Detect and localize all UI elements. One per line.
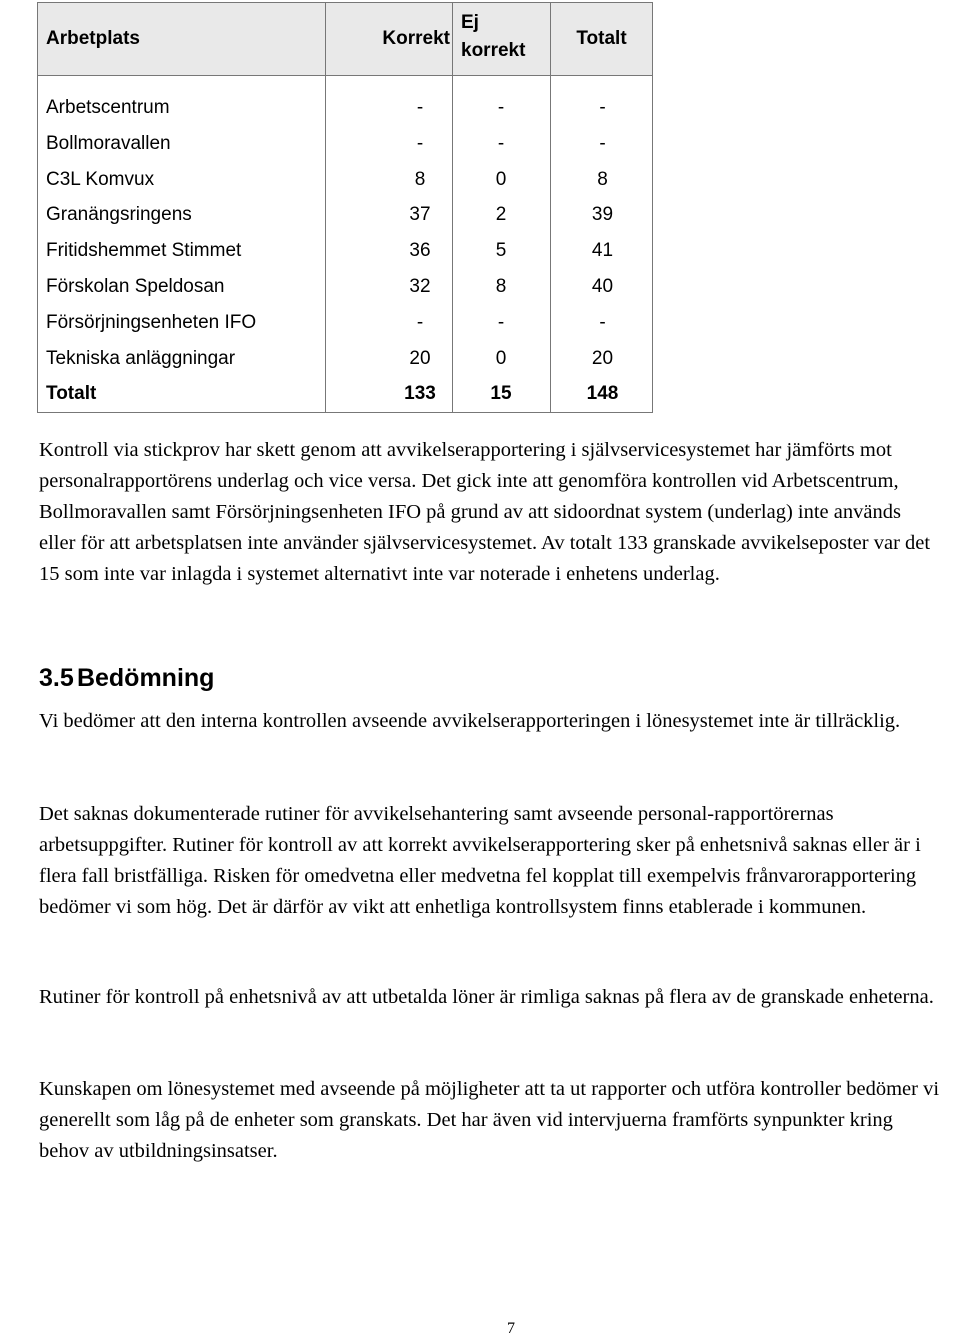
cell-korrekt bbox=[326, 90, 453, 126]
table-row bbox=[38, 233, 653, 269]
section-title: Bedömning bbox=[76, 664, 215, 692]
cell-totalt: 41 bbox=[551, 233, 653, 269]
cell-korrekt bbox=[326, 197, 453, 233]
cell-ej-korrekt-value: - bbox=[497, 311, 505, 333]
section-number: 3.5 bbox=[39, 664, 74, 692]
cell-korrekt-value: 133 bbox=[404, 383, 436, 405]
cell-arbetplats: Fritidshemmet Stimmet bbox=[38, 233, 326, 269]
header-ej-line2: korrekt bbox=[461, 40, 526, 61]
header-korrekt: Korrekt bbox=[326, 3, 453, 76]
table-row bbox=[38, 90, 653, 126]
cell-korrekt bbox=[326, 126, 453, 162]
cell-arbetplats: Arbetscentrum bbox=[38, 90, 326, 126]
cell-korrekt bbox=[326, 376, 453, 412]
cell-korrekt-value: 20 bbox=[409, 347, 431, 369]
cell-ej-korrekt bbox=[453, 162, 551, 198]
cell-ej-korrekt-value: 2 bbox=[495, 204, 507, 226]
cell-korrekt bbox=[326, 162, 453, 198]
cell-totalt: 20 bbox=[551, 341, 653, 377]
cell-ej-korrekt-value: - bbox=[497, 97, 505, 118]
table-spacer-row bbox=[38, 76, 653, 91]
section-heading bbox=[39, 660, 214, 696]
cell-arbetplats: Totalt bbox=[38, 376, 326, 412]
cell-korrekt bbox=[326, 341, 453, 377]
cell-totalt: 148 bbox=[551, 376, 653, 412]
paragraph-bedomning: Vi bedömer att den interna kontrollen avseende avvikelserapporteringen i lönesystemet inte är tillräcklig. bbox=[39, 710, 901, 732]
cell-ej-korrekt-value: 8 bbox=[495, 275, 507, 297]
cell-ej-korrekt bbox=[453, 269, 551, 305]
header-arbetplats: Arbetplats bbox=[38, 3, 326, 76]
cell-arbetplats: C3L Komvux bbox=[38, 162, 326, 198]
table-row bbox=[38, 341, 653, 377]
cell-ej-korrekt bbox=[453, 126, 551, 162]
paragraph-kunskap: Kunskapen om lönesystemet med avseende på möjligheter att ta ut rapporter och utföra kontroller bedömer vi generellt som låg på de enheter som granskats. Det har även vid intervjuerna framförts synpunkter kring behov av utbildningsinsatser. bbox=[39, 1078, 940, 1162]
table-row bbox=[38, 126, 653, 162]
table-total-row bbox=[38, 376, 653, 412]
results-table bbox=[37, 2, 653, 413]
cell-arbetplats: Bollmoravallen bbox=[38, 126, 326, 162]
cell-ej-korrekt bbox=[453, 197, 551, 233]
cell-korrekt-value: 32 bbox=[409, 275, 431, 297]
header-ej-line1: Ej bbox=[461, 12, 479, 33]
cell-ej-korrekt bbox=[453, 341, 551, 377]
header-totalt: Totalt bbox=[551, 3, 653, 76]
cell-arbetplats: Granängsringens bbox=[38, 197, 326, 233]
cell-ej-korrekt-value: 5 bbox=[495, 240, 507, 262]
table-row bbox=[38, 305, 653, 341]
cell-korrekt-value: - bbox=[416, 97, 424, 118]
cell-arbetplats: Förskolan Speldosan bbox=[38, 269, 326, 305]
cell-korrekt-value: - bbox=[416, 132, 424, 154]
cell-totalt: 8 bbox=[551, 162, 653, 198]
cell-ej-korrekt bbox=[453, 233, 551, 269]
cell-ej-korrekt bbox=[453, 376, 551, 412]
cell-korrekt-value: - bbox=[416, 311, 424, 333]
cell-ej-korrekt bbox=[453, 90, 551, 126]
cell-korrekt-value: 8 bbox=[414, 168, 426, 190]
cell-korrekt bbox=[326, 305, 453, 341]
paragraph-rutiner-loner: Rutiner för kontroll på enhetsnivå av att utbetalda löner är rimliga saknas på flera av de granskade enheterna. bbox=[39, 986, 934, 1008]
cell-korrekt bbox=[326, 233, 453, 269]
table-row bbox=[38, 162, 653, 198]
cell-arbetplats: Tekniska anläggningar bbox=[38, 341, 326, 377]
cell-ej-korrekt-value: 0 bbox=[495, 168, 507, 190]
table-header-row bbox=[38, 3, 653, 76]
cell-totalt: - bbox=[551, 90, 653, 126]
cell-ej-korrekt bbox=[453, 305, 551, 341]
cell-totalt: 40 bbox=[551, 269, 653, 305]
cell-totalt: 39 bbox=[551, 197, 653, 233]
cell-totalt: - bbox=[551, 305, 653, 341]
cell-korrekt-value: 37 bbox=[409, 204, 431, 226]
cell-ej-korrekt-value: - bbox=[497, 132, 505, 154]
cell-ej-korrekt-value: 15 bbox=[490, 383, 512, 405]
header-ej-korrekt bbox=[453, 3, 551, 76]
paragraph-kontroll: Kontroll via stickprov har skett genom att avvikelserapportering i självservicesystemet har jämförts mot personalrapportörens underlag och vice versa. Det gick inte att genomföra kontrollen vid Arbetscentrum, Bollmoravallen samt Försörjningsenheten IFO på grund av att sidoordnat system (underlag) inte används eller för att arbetsplatsen inte använder självservicesystemet. Av totalt 133 granskade avvikelseposter var det 15 som inte var inlagda i systemet alternativt inte var noterade i enhetens underlag. bbox=[39, 439, 931, 585]
cell-korrekt-value: 36 bbox=[409, 240, 431, 262]
page-number: 7 bbox=[507, 1320, 515, 1337]
table-row bbox=[38, 269, 653, 305]
cell-ej-korrekt-value: 0 bbox=[495, 347, 507, 369]
table-row bbox=[38, 197, 653, 233]
cell-totalt: - bbox=[551, 126, 653, 162]
cell-korrekt bbox=[326, 269, 453, 305]
paragraph-rutiner-avvikelse: Det saknas dokumenterade rutiner för avvikelsehantering samt avseende personal-rapportörernas arbetsuppgifter. Rutiner för kontroll av att korrekt avvikelserapportering sker på enhetsnivå saknas eller är i flera fall bristfälliga. Risken för omedvetna eller medvetna fel kopplat till exempelvis frånvarorapportering bedömer vi som hög. Det är därför av vikt att enhetliga kontrollsystem finns etablerade i kommunen. bbox=[39, 803, 921, 918]
cell-arbetplats: Försörjningsenheten IFO bbox=[38, 305, 326, 341]
